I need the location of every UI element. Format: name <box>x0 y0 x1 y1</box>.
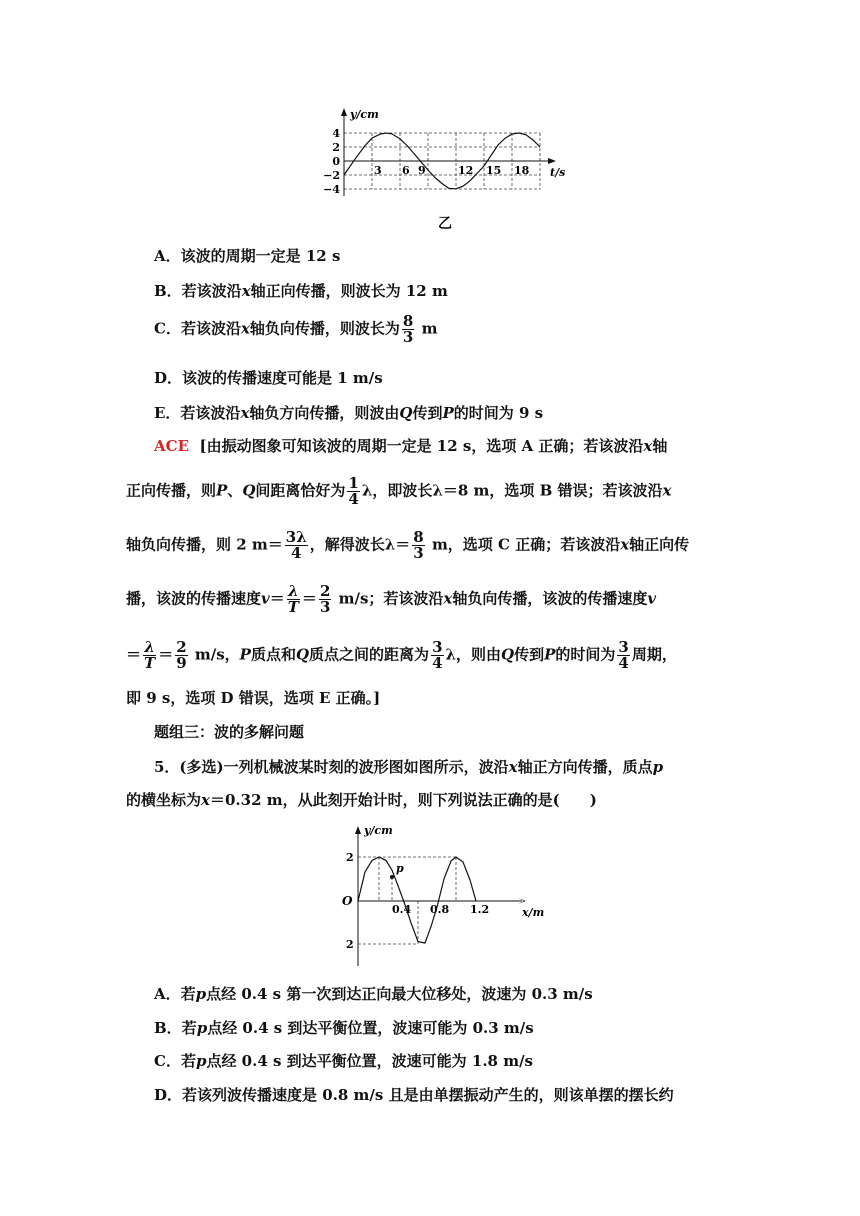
fraction: $\frac{1}{4}$ <box>348 474 359 508</box>
xtick: 12 <box>458 164 474 177</box>
option-a: A．该波的周期一定是 12 s <box>154 247 341 265</box>
xtick: 6 <box>402 164 410 177</box>
waveform-curve <box>358 857 476 943</box>
solution-line-6: 即 9 s，选项 D 错误，选项 E 正确。] <box>126 689 381 707</box>
option-b: B．若该波沿x轴正向传播，则波长为 12 m <box>154 282 448 300</box>
ytick: −4 <box>323 183 340 196</box>
xtick: 15 <box>486 164 502 177</box>
point-p-marker <box>390 875 394 879</box>
solution-line-3: 轴负向传播，则 2 m＝ $\frac{3\lambda}{4}$ ，解得波长λ＝ $\frac{8}{3}$ m，选项 C 正确；若该波沿x轴正向传 <box>126 528 690 562</box>
solution-line-4: 播，该波的传播速度v＝ $\frac{\lambda}{T}$ ＝ $\frac{2}{3}$ m/s；若该波沿x轴负向传播，该波的传播速度v <box>126 582 657 616</box>
graph-origin: O <box>342 894 353 908</box>
fraction: $\frac{3}{4}$ <box>432 638 443 672</box>
fraction: $\frac{3\lambda}{4}$ <box>285 528 307 562</box>
fraction: $\frac{\lambda}{T}$ <box>287 582 299 616</box>
question-5-stem-2: 的横坐标为x＝0.32 m，从此刻开始计时，则下列说法正确的是( ) <box>126 791 597 809</box>
t-axis-arrow <box>548 158 556 164</box>
q5-option-d: D．若该列波传播速度是 0.8 m/s 且是由单摆振动产生的，则该单摆的摆长约 <box>154 1086 674 1104</box>
fraction: $\frac{\lambda}{T}$ <box>144 638 156 672</box>
solution-line-5: ＝ $\frac{\lambda}{T}$ ＝ $\frac{2}{9}$ m/s，P质点和Q质点之间的距离为 $\frac{3}{4}$ λ，则由Q传到P的时间为 $\frac{3}{4}$ 周期， <box>126 638 677 672</box>
option-d: D．该波的传播速度可能是 1 m/s <box>154 369 383 387</box>
point-p-label: p <box>396 862 404 875</box>
xtick: 3 <box>374 164 382 177</box>
graph-xlabel: x/m <box>522 906 545 919</box>
graph-yticks <box>323 127 340 196</box>
xtick: 0.4 <box>392 903 412 916</box>
fraction: $\frac{8}{3}$ <box>402 312 414 346</box>
graph-ylabel: y/cm <box>364 824 393 837</box>
fraction: $\frac{3}{4}$ <box>618 638 629 672</box>
ytick: 2 <box>332 141 340 154</box>
q5-option-a: A．若p点经 0.4 s 第一次到达正向最大位移处，波速为 0.3 m/s <box>154 985 593 1003</box>
fraction: $\frac{8}{3}$ <box>413 528 424 562</box>
ytick: 2 <box>346 851 354 864</box>
ytick: 4 <box>332 127 340 140</box>
option-c: C．若该波沿x轴负向传播，则波长为 $\frac{8}{3}$ m <box>154 312 438 346</box>
ytick: −2 <box>323 169 340 182</box>
q5-option-b: B．若p点经 0.4 s 到达平衡位置，波速可能为 0.3 m/s <box>154 1019 534 1037</box>
graph-ylabel: y/cm <box>350 108 379 121</box>
figure-caption: 乙 <box>438 216 452 232</box>
waveform-graph <box>0 815 860 975</box>
option-e: E．若该波沿x轴负方向传播，则波由Q传到P的时间为 9 s <box>154 404 544 422</box>
xtick: 1.2 <box>470 903 490 916</box>
ytick: 0 <box>332 155 340 168</box>
question-5-stem-1: 5．(多选)一列机械波某时刻的波形图如图所示，波沿x轴正方向传播，质点p <box>154 758 664 776</box>
fraction: $\frac{2}{3}$ <box>319 582 331 616</box>
y-axis-arrow <box>355 826 361 834</box>
q5-option-c: C．若p点经 0.4 s 到达平衡位置，波速可能为 1.8 m/s <box>154 1052 533 1070</box>
vibration-graph <box>0 0 860 240</box>
ytick: 2 <box>346 938 354 951</box>
xtick: 18 <box>514 164 530 177</box>
graph-tlabel: t/s <box>550 166 566 179</box>
xtick: 9 <box>418 164 426 177</box>
xtick: 0.8 <box>430 903 450 916</box>
solution-line-2: 正向传播，则P、Q间距离恰好为 $\frac{1}{4}$ λ，即波长λ＝8 m，选项 B 错误；若该波沿x <box>126 474 672 508</box>
answer-key: ACE <box>154 437 190 455</box>
solution-line-1: ACE [由振动图象可知该波的周期一定是 12 s，选项 A 正确；若该波沿x轴 <box>154 437 668 455</box>
fraction: $\frac{2}{9}$ <box>176 638 187 672</box>
y-axis-arrow <box>341 108 347 116</box>
section-heading: 题组三：波的多解问题 <box>154 723 305 741</box>
